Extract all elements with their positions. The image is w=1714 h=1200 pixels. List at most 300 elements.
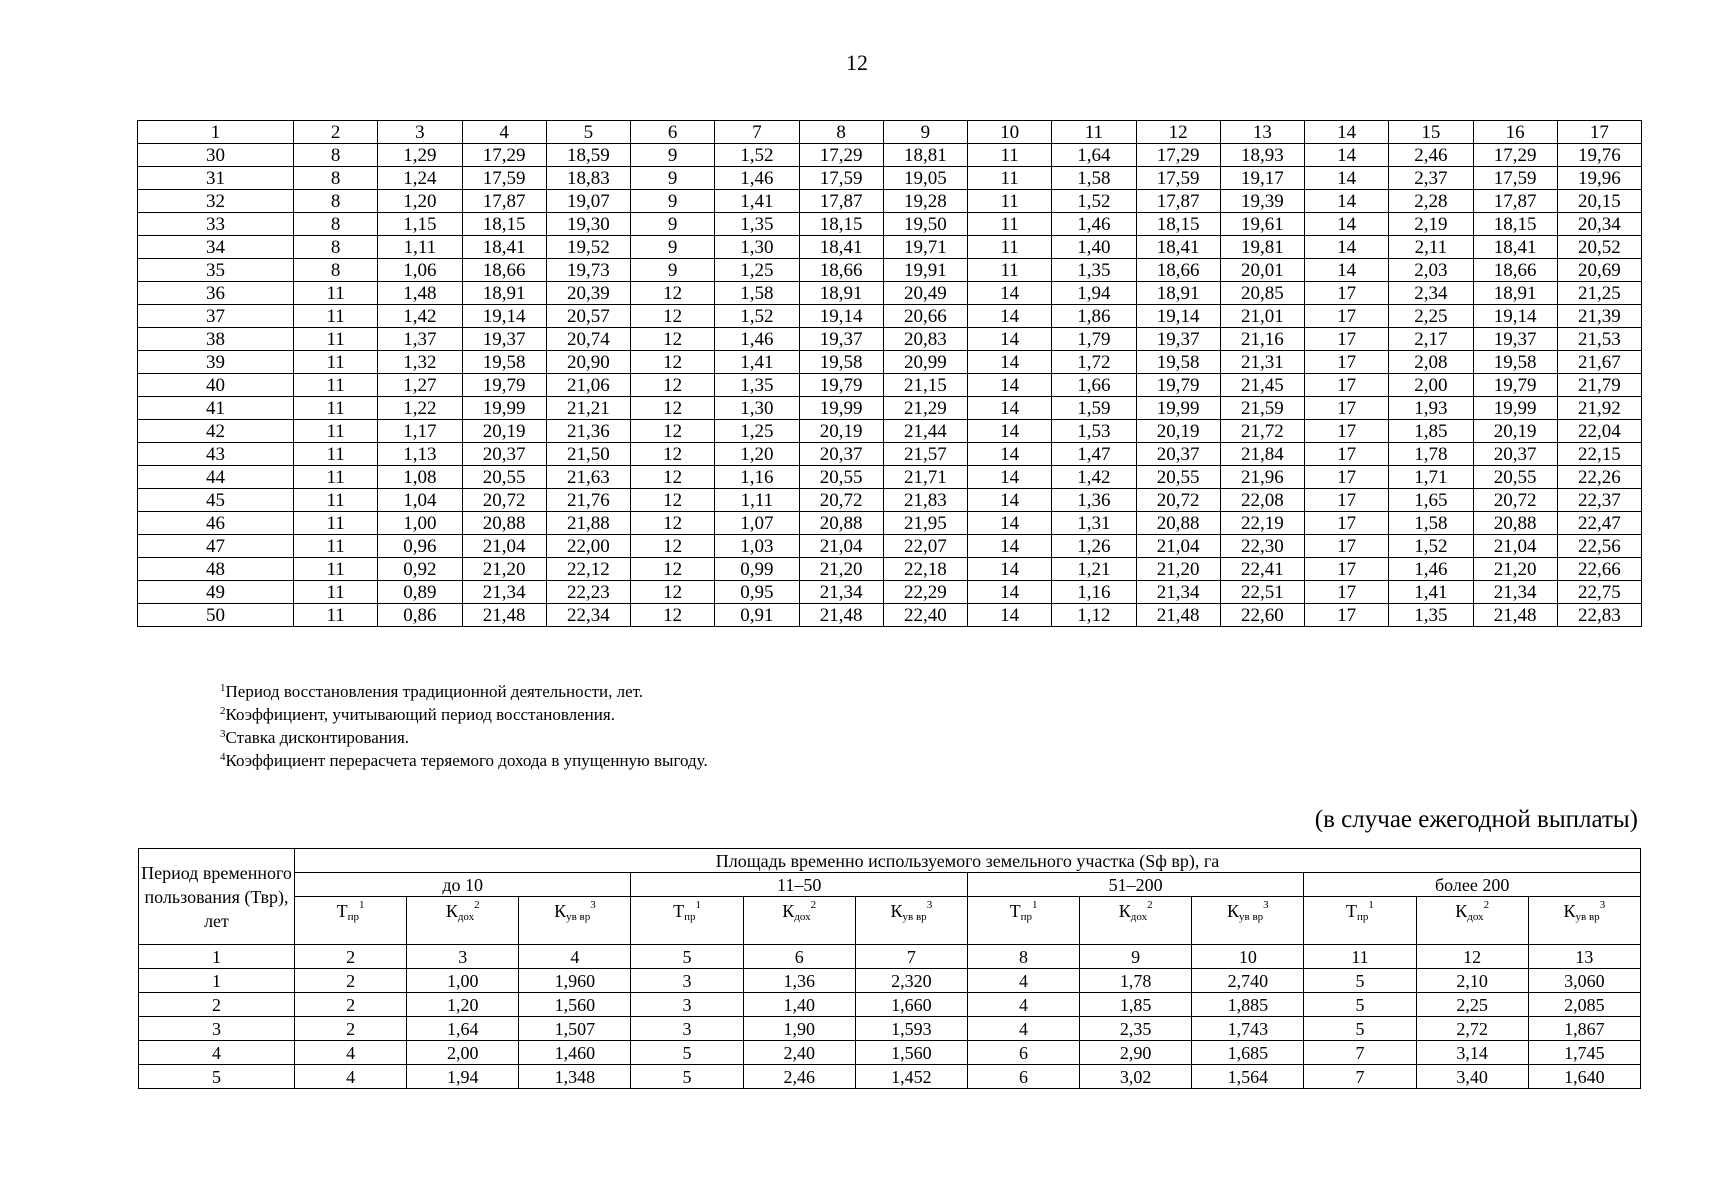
symbol-subscript: пр (347, 911, 360, 923)
k-income-symbol (1080, 897, 1192, 945)
table-cell: 22,56 (1557, 535, 1641, 558)
table-cell: 20,37 (462, 443, 546, 466)
table-cell: 2 (295, 969, 407, 993)
table-cell: 20,19 (1136, 420, 1220, 443)
table-cell: 8 (294, 190, 378, 213)
table-row (138, 305, 1642, 328)
table-cell: 19,37 (462, 328, 546, 351)
table-cell: 1,21 (1052, 558, 1136, 581)
table-cell: 1,36 (743, 969, 855, 993)
table-cell: 50 (138, 604, 294, 627)
table-cell: 17,29 (1136, 144, 1220, 167)
table-cell: 19,14 (1136, 305, 1220, 328)
table-row (138, 351, 1642, 374)
table-cell: 0,92 (378, 558, 462, 581)
table-cell: 1,64 (1052, 144, 1136, 167)
table-cell: 22,23 (546, 581, 630, 604)
table-cell: 1,640 (1528, 1065, 1640, 1089)
table-row (139, 1017, 1641, 1041)
table-cell: 19,79 (1473, 374, 1557, 397)
table-cell: 1,960 (519, 969, 631, 993)
table-cell: 17,87 (1473, 190, 1557, 213)
table-cell: 21,34 (799, 581, 883, 604)
table-cell: 12 (631, 535, 715, 558)
table-cell: 14 (968, 512, 1052, 535)
footnote-item (220, 680, 708, 703)
table-cell: 22,34 (546, 604, 630, 627)
table-cell: 19,99 (1473, 397, 1557, 420)
table-cell: 1,46 (715, 328, 799, 351)
t-symbol (967, 897, 1079, 945)
table-cell: 1,58 (715, 282, 799, 305)
table-cell: 22,04 (1557, 420, 1641, 443)
table-cell: 1,64 (407, 1017, 519, 1041)
table-row (138, 213, 1642, 236)
table-cell: 44 (138, 466, 294, 489)
table-cell: 2 (295, 1017, 407, 1041)
table-cell: 14 (968, 604, 1052, 627)
table-cell: 1,46 (1389, 558, 1473, 581)
table-cell: 4 (295, 1065, 407, 1089)
symbol-base: К (890, 901, 903, 921)
k-uv-symbol (1192, 897, 1304, 945)
table-cell: 30 (138, 144, 294, 167)
table-row (139, 1041, 1641, 1065)
table-cell: 17 (1305, 328, 1389, 351)
table-cell: 17 (1305, 604, 1389, 627)
table-cell: 2,17 (1389, 328, 1473, 351)
column-number-cell: 12 (1416, 945, 1528, 969)
table-cell: 1,560 (855, 1041, 967, 1065)
table-cell: 21,39 (1557, 305, 1641, 328)
table-cell: 38 (138, 328, 294, 351)
table-cell: 1,35 (1052, 259, 1136, 282)
area-group-header: более 200 (1304, 873, 1641, 897)
k-income-symbol (407, 897, 519, 945)
table-cell: 1,885 (1192, 993, 1304, 1017)
table-cell: 21,15 (883, 374, 967, 397)
table-cell: 2,46 (1389, 144, 1473, 167)
table-cell: 9 (631, 213, 715, 236)
table-cell: 31 (138, 167, 294, 190)
table-cell: 18,41 (799, 236, 883, 259)
table-cell: 18,91 (799, 282, 883, 305)
table-cell: 1,12 (1052, 604, 1136, 627)
table-cell: 20,01 (1220, 259, 1304, 282)
table-cell: 19,50 (883, 213, 967, 236)
table-cell: 49 (138, 581, 294, 604)
page-number: 12 (846, 50, 868, 75)
table-cell: 17 (1305, 351, 1389, 374)
table-cell: 18,15 (462, 213, 546, 236)
table-cell: 19,07 (546, 190, 630, 213)
table-cell: 6 (967, 1065, 1079, 1089)
symbol-subscript: ув вр (1239, 911, 1264, 923)
table-cell: 1,25 (715, 420, 799, 443)
table-cell: 1,08 (378, 466, 462, 489)
header-cell: 15 (1389, 121, 1473, 144)
header-cell: 7 (715, 121, 799, 144)
table-row (138, 558, 1642, 581)
table-cell: 19,39 (1220, 190, 1304, 213)
k-income-symbol (1416, 897, 1528, 945)
column-number-cell: 11 (1304, 945, 1416, 969)
table-cell: 2,00 (407, 1041, 519, 1065)
table-cell: 1,745 (1528, 1041, 1640, 1065)
table-cell: 21,36 (546, 420, 630, 443)
table-cell: 3 (631, 969, 743, 993)
table-cell: 1,78 (1389, 443, 1473, 466)
table-cell: 2,08 (1389, 351, 1473, 374)
table-cell: 18,66 (1136, 259, 1220, 282)
t-symbol (631, 897, 743, 945)
table-cell: 22,26 (1557, 466, 1641, 489)
table-cell: 8 (294, 236, 378, 259)
table-cell: 33 (138, 213, 294, 236)
table-cell: 47 (138, 535, 294, 558)
table-cell: 20,74 (546, 328, 630, 351)
table-cell: 1,593 (855, 1017, 967, 1041)
table-row (138, 397, 1642, 420)
table-cell: 20,88 (1473, 512, 1557, 535)
table-cell: 2,72 (1416, 1017, 1528, 1041)
table-cell: 1,31 (1052, 512, 1136, 535)
table-cell: 20,37 (1473, 443, 1557, 466)
table-cell: 12 (631, 282, 715, 305)
table-cell: 1,71 (1389, 466, 1473, 489)
table-cell: 17,29 (462, 144, 546, 167)
symbol-subscript: дох (1467, 911, 1484, 923)
table-row (138, 512, 1642, 535)
table-cell: 5 (631, 1065, 743, 1089)
table-cell: 11 (294, 282, 378, 305)
table-cell: 4 (295, 1041, 407, 1065)
area-header: Площадь временно используемого земельного участка (Sф вр), га (295, 849, 1641, 873)
t-symbol (295, 897, 407, 945)
symbol-base: К (782, 901, 795, 921)
table-cell: 18,83 (546, 167, 630, 190)
table-cell: 2,90 (1080, 1041, 1192, 1065)
symbol-subscript: пр (684, 911, 696, 923)
table-cell: 11 (294, 466, 378, 489)
table-cell: 2 (295, 993, 407, 1017)
table-cell: 1,35 (1389, 604, 1473, 627)
header-cell: 3 (378, 121, 462, 144)
table-cell: 17 (1305, 535, 1389, 558)
table-header-row (138, 121, 1642, 144)
table-cell: 18,59 (546, 144, 630, 167)
table-cell: 21,71 (883, 466, 967, 489)
table-cell: 1,00 (378, 512, 462, 535)
table-cell: 14 (968, 397, 1052, 420)
table-cell: 1,52 (1052, 190, 1136, 213)
table-cell: 2,10 (1416, 969, 1528, 993)
table-cell: 21,53 (1557, 328, 1641, 351)
table-cell: 11 (294, 443, 378, 466)
column-number-cell: 7 (855, 945, 967, 969)
table-cell: 14 (968, 581, 1052, 604)
table-cell: 21,59 (1220, 397, 1304, 420)
table-cell: 1,94 (1052, 282, 1136, 305)
table-cell: 17,59 (1473, 167, 1557, 190)
table-cell: 21,96 (1220, 466, 1304, 489)
table-cell: 20,69 (1557, 259, 1641, 282)
table-cell: 17,59 (799, 167, 883, 190)
table-row (138, 144, 1642, 167)
table-cell: 48 (138, 558, 294, 581)
table-row (138, 259, 1642, 282)
table-cell: 1,30 (715, 397, 799, 420)
table-cell: 40 (138, 374, 294, 397)
table-cell: 21,01 (1220, 305, 1304, 328)
table-cell: 3,02 (1080, 1065, 1192, 1089)
table-row (138, 604, 1642, 627)
table-cell: 18,91 (1473, 282, 1557, 305)
column-number-cell: 8 (967, 945, 1079, 969)
table-cell: 14 (1305, 236, 1389, 259)
table-cell: 17 (1305, 443, 1389, 466)
table-cell: 5 (1304, 969, 1416, 993)
table-cell: 1,564 (1192, 1065, 1304, 1089)
table-cell: 1,66 (1052, 374, 1136, 397)
table-cell: 2,34 (1389, 282, 1473, 305)
table-cell: 12 (631, 581, 715, 604)
table-cell: 22,15 (1557, 443, 1641, 466)
table-cell: 5 (1304, 1017, 1416, 1041)
table-cell: 20,34 (1557, 213, 1641, 236)
header-cell: 1 (138, 121, 294, 144)
table-cell: 18,15 (1136, 213, 1220, 236)
footnote-text: Ставка дисконтирования. (225, 728, 410, 747)
table-cell: 14 (968, 443, 1052, 466)
header-cell: 2 (294, 121, 378, 144)
header-cell: 11 (1052, 121, 1136, 144)
table-cell: 1,47 (1052, 443, 1136, 466)
table-cell: 21,34 (1473, 581, 1557, 604)
table-cell: 19,30 (546, 213, 630, 236)
table-cell: 21,79 (1557, 374, 1641, 397)
table-cell: 19,52 (546, 236, 630, 259)
table-cell: 22,07 (883, 535, 967, 558)
table-cell: 20,37 (799, 443, 883, 466)
table-cell: 1,42 (1052, 466, 1136, 489)
table-cell: 22,19 (1220, 512, 1304, 535)
table-cell: 9 (631, 144, 715, 167)
footnote-text: Период восстановления традиционной деятельности, лет. (225, 682, 644, 701)
table-cell: 2,00 (1389, 374, 1473, 397)
table-cell: 11 (294, 581, 378, 604)
table-cell: 12 (631, 443, 715, 466)
period-header: Период временного пользования (Твр), лет (139, 849, 295, 945)
table-cell: 17,87 (799, 190, 883, 213)
table-cell: 2,28 (1389, 190, 1473, 213)
table-cell: 1,22 (378, 397, 462, 420)
table-cell: 21,34 (1136, 581, 1220, 604)
table-cell: 11 (294, 374, 378, 397)
table-cell: 21,20 (1136, 558, 1220, 581)
column-number-cell: 9 (1080, 945, 1192, 969)
table-cell: 1,40 (1052, 236, 1136, 259)
table-cell: 19,99 (1136, 397, 1220, 420)
table-cell: 20,66 (883, 305, 967, 328)
table-cell: 2,40 (743, 1041, 855, 1065)
table-row (138, 535, 1642, 558)
k-uv-symbol (855, 897, 967, 945)
table-cell: 1,13 (378, 443, 462, 466)
table-cell: 17 (1305, 512, 1389, 535)
table-cell: 0,86 (378, 604, 462, 627)
table-cell: 6 (967, 1041, 1079, 1065)
table-cell: 21,95 (883, 512, 967, 535)
table-cell: 19,37 (1136, 328, 1220, 351)
table-cell: 21,83 (883, 489, 967, 512)
table-cell: 1,20 (378, 190, 462, 213)
table-cell: 3 (631, 993, 743, 1017)
table-cell: 1,46 (1052, 213, 1136, 236)
symbol-footnote-ref: 2 (810, 899, 817, 911)
table-cell: 19,28 (883, 190, 967, 213)
table-cell: 20,55 (1136, 466, 1220, 489)
table-cell: 20,55 (799, 466, 883, 489)
table-cell: 22,66 (1557, 558, 1641, 581)
table-cell: 1,11 (378, 236, 462, 259)
column-number-cell: 10 (1192, 945, 1304, 969)
table-cell: 1,35 (715, 374, 799, 397)
table-cell: 19,14 (462, 305, 546, 328)
table-cell: 21,92 (1557, 397, 1641, 420)
column-number-cell: 2 (295, 945, 407, 969)
table-cell: 14 (1305, 144, 1389, 167)
area-groups-row (139, 873, 1641, 897)
table-cell: 1 (139, 969, 295, 993)
table-cell: 1,32 (378, 351, 462, 374)
table-cell: 14 (1305, 259, 1389, 282)
table-cell: 1,30 (715, 236, 799, 259)
table-cell: 21,50 (546, 443, 630, 466)
table-cell: 11 (294, 558, 378, 581)
table-cell: 7 (1304, 1041, 1416, 1065)
table-cell: 19,79 (1136, 374, 1220, 397)
table-cell: 1,00 (407, 969, 519, 993)
table-cell: 11 (294, 489, 378, 512)
table-cell: 2,46 (743, 1065, 855, 1089)
symbol-footnote-ref: 1 (1368, 899, 1374, 911)
table-row (138, 466, 1642, 489)
table-cell: 1,17 (378, 420, 462, 443)
table-cell: 1,79 (1052, 328, 1136, 351)
table-cell: 19,76 (1557, 144, 1641, 167)
table-cell: 17,59 (1136, 167, 1220, 190)
table-cell: 21,04 (462, 535, 546, 558)
table-cell: 1,72 (1052, 351, 1136, 374)
table-cell: 1,460 (519, 1041, 631, 1065)
table-cell: 14 (968, 535, 1052, 558)
table-cell: 20,15 (1557, 190, 1641, 213)
table-cell: 21,72 (1220, 420, 1304, 443)
symbol-subscript: пр (1020, 911, 1032, 923)
table-cell: 22,00 (546, 535, 630, 558)
table-cell: 1,42 (378, 305, 462, 328)
table-cell: 41 (138, 397, 294, 420)
table-cell: 8 (294, 144, 378, 167)
table-cell: 19,58 (462, 351, 546, 374)
table-cell: 3 (139, 1017, 295, 1041)
table-cell: 18,91 (1136, 282, 1220, 305)
table-cell: 21,48 (1136, 604, 1220, 627)
table-cell: 21,48 (1473, 604, 1557, 627)
table-caption: (в случае ежегодной выплаты) (1314, 806, 1638, 833)
table-cell: 19,37 (799, 328, 883, 351)
footnote-text: Коэффициент, учитывающий период восстановления. (225, 705, 615, 724)
annual-payment-table (138, 848, 1641, 1089)
table-cell: 11 (968, 167, 1052, 190)
symbol-base: К (445, 901, 458, 921)
table-cell: 17 (1305, 581, 1389, 604)
table-cell: 22,51 (1220, 581, 1304, 604)
table-cell: 18,15 (1473, 213, 1557, 236)
table-cell: 20,55 (462, 466, 546, 489)
table-cell: 1,867 (1528, 1017, 1640, 1041)
table-row (138, 489, 1642, 512)
table-cell: 12 (631, 604, 715, 627)
symbols-row (139, 897, 1641, 945)
table-cell: 9 (631, 190, 715, 213)
symbol-base: К (1118, 901, 1131, 921)
table-cell: 5 (631, 1041, 743, 1065)
table-cell: 0,91 (715, 604, 799, 627)
footnote-item (220, 749, 708, 772)
table-cell: 1,348 (519, 1065, 631, 1089)
table-cell: 20,19 (462, 420, 546, 443)
table-cell: 21,20 (462, 558, 546, 581)
table-cell: 20,88 (1136, 512, 1220, 535)
table-cell: 22,41 (1220, 558, 1304, 581)
table-cell: 9 (631, 259, 715, 282)
table-cell: 4 (967, 969, 1079, 993)
table-cell: 1,41 (715, 190, 799, 213)
table-cell: 21,16 (1220, 328, 1304, 351)
symbol-subscript: ув вр (1575, 911, 1600, 923)
table-cell: 17,59 (462, 167, 546, 190)
table-cell: 0,99 (715, 558, 799, 581)
table-cell: 19,99 (462, 397, 546, 420)
table-cell: 1,29 (378, 144, 462, 167)
symbol-base: Т (1346, 901, 1358, 921)
table-cell: 21,67 (1557, 351, 1641, 374)
header-cell: 17 (1557, 121, 1641, 144)
table-cell: 1,46 (715, 167, 799, 190)
table-cell: 8 (294, 259, 378, 282)
table-cell: 1,94 (407, 1065, 519, 1089)
table-cell: 14 (968, 374, 1052, 397)
table-cell: 22,40 (883, 604, 967, 627)
column-number-cell: 3 (407, 945, 519, 969)
table-cell: 20,72 (1136, 489, 1220, 512)
table-cell: 21,76 (546, 489, 630, 512)
table-cell: 21,84 (1220, 443, 1304, 466)
table-cell: 20,88 (799, 512, 883, 535)
table-cell: 2,320 (855, 969, 967, 993)
table-cell: 11 (968, 213, 1052, 236)
table-cell: 20,90 (546, 351, 630, 374)
symbol-subscript: дох (794, 911, 811, 923)
table-cell: 14 (968, 558, 1052, 581)
table-cell: 21,20 (1473, 558, 1557, 581)
table-cell: 22,75 (1557, 581, 1641, 604)
table-cell: 5 (139, 1065, 295, 1089)
table-cell: 19,17 (1220, 167, 1304, 190)
symbol-subscript: дох (457, 911, 475, 923)
